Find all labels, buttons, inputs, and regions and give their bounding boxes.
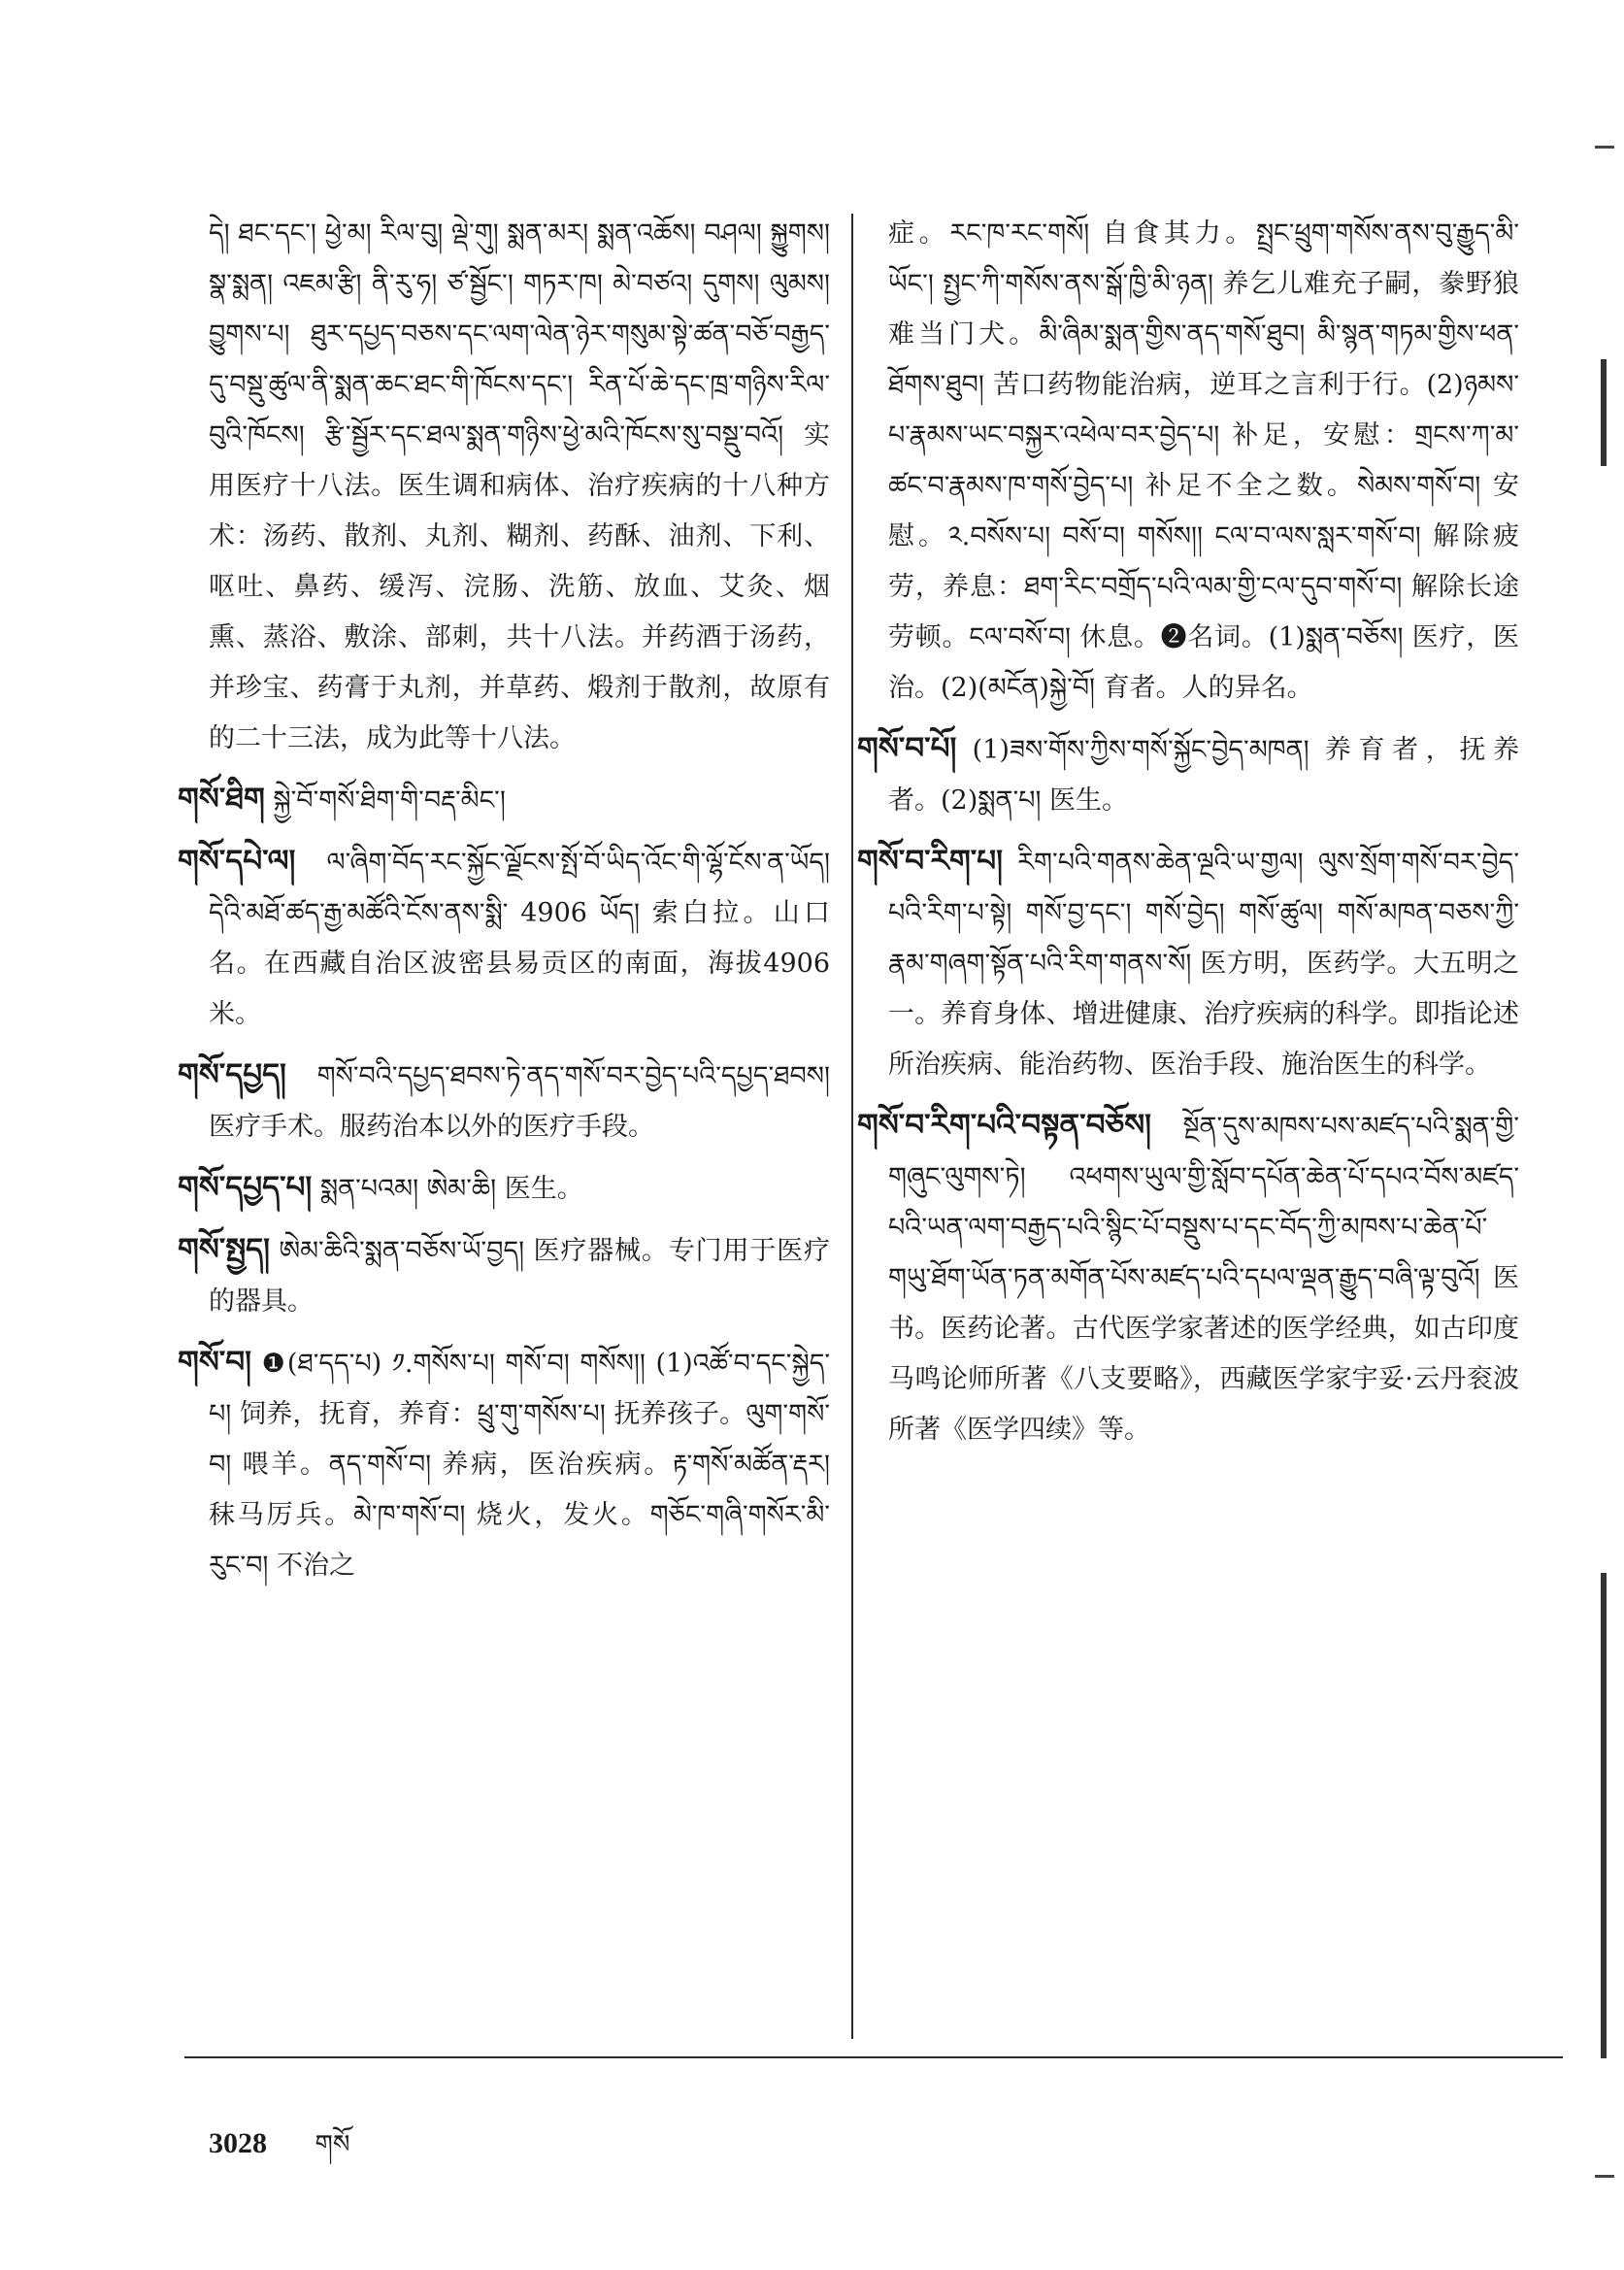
entry-headword: གསོ་བ།: [178, 1345, 252, 1380]
entry-text: རིག་པའི་གནས་ཆེན་ལྔའི་ཡ་གྱལ། ལུས་སྲོག་གསོ་བར་བྱེད་པའི་རིག་པ་སྟེ། གསོ་བྱ་དང་། གསོ་བྱེད། གསོ་ཚུལ། གསོ་མཁན་བཅས་ཀྱི་རྣམ་གཞག་སྟོན་པའི་རིག་གནས་སོ། 医方明，医药学。大五明之一。养育身体、增进健康、治疗疾病的科学。即指论述所治疾病、能治药物、医治手段、施治医生的科学。: [888, 848, 1519, 1080]
entry: [178, 1050, 830, 1152]
entry-text: ❶(ཐ་དད་པ) ༡.གསོས་པ། གསོ་བ། གསོས།། (1)འཚོ་བ་དང་སྐྱེད་པ། 饲养，抚育，养育：ཕྲུ་གུ་གསོས་པ། 抚养孩子。ལུག་གསོ་བ། 喂羊。ནད་གསོ་བ། 养病，医治疾病。རྟ་གསོ་མཚོན་རྡར། 秣马厉兵。མེ་ཁ་གསོ་བ། 烧火，发火。གཅོང་གཞི་གསོར་མི་རུང་བ། 不治之: [209, 1349, 830, 1581]
entry: [178, 1337, 830, 1591]
scan-edge-mark: [1601, 359, 1607, 466]
entry-headword: གསོ་བ་རིག་པའི་བསྟན་བཅོས།: [857, 1108, 1152, 1143]
entry-text: 症。རང་ཁ་རང་གསོ། 自食其力。སྤྲང་ཕྲུག་གསོས་ནས་བུ་རྒྱུད་མི་ཡོང་། སྤྱང་ཀི་གསོས་ནས་སྒོ་ཁྱི་མི་ཉན། 养乞儿难充子嗣，豢野狼难当门犬。མི་ཞིམ་སྨན་གྱིས་ནད་གསོ་ཐུབ། མི་སྙན་གཏམ་གྱིས་ཕན་ཐོགས་ཐུབ། 苦口药物能治病，逆耳之言利于行。(2)ཉམས་པ་རྣམས་ཡང་བསྐྱར་འཕེལ་བར་བྱེད་པ། 补足，安慰：གྲངས་ཀ་མ་ཚང་བ་རྣམས་ཁ་གསོ་བྱེད་པ། 补足不全之数。སེམས་གསོ་བ། 安慰。༢.བསོས་པ། བསོ་བ། གསོས།། ངལ་བ་ལས་སླར་གསོ་བ། 解除疲劳，养息：ཐག་རིང་བགྲོད་པའི་ལམ་གྱི་ངལ་དུབ་གསོ་བ། 解除长途劳顿。ངལ་བསོ་བ། 休息。❷名词。(1)སྨན་བཅོས། 医疗，医治。(2)(མངོན)སྐྱེ་བོ། 育者。人的异名。: [888, 218, 1519, 703]
entry-headword: གསོ་སྤྱད།: [178, 1232, 271, 1267]
entry: [178, 774, 830, 826]
page-number: 3028: [209, 2127, 267, 2159]
entry: [857, 1100, 1519, 1455]
entry-text: སྔོན་དུས་མཁས་པས་མཛད་པའི་སྨན་གྱི་གཞུང་ལུགས་ཏེ། འཕགས་ཡུལ་གྱི་སློབ་དཔོན་ཆེན་པོ་དཔའ་བོས་མཛད་པའི་ཡན་ལག་བརྒྱད་པའི་སྙིང་པོ་བསྡུས་པ་དང་བོད་ཀྱི་མཁས་པ་ཆེན་པོ་གཡུ་ཐོག་ཡོན་ཏན་མགོན་པོས་མཛད་པའི་དཔལ་ལྡན་རྒྱུད་བཞི་ལྟ་བུའོ། 医书。医药论著。古代医学家著述的医学经典，如古印度马鸣论师所著《八支要略》，西藏医学家宇妥·云丹衮波所著《医学四续》等。: [888, 1112, 1519, 1445]
right-column: [857, 209, 1519, 1465]
entry-headword: གསོ་དཔྱད།: [178, 1057, 286, 1092]
entry-text: གསོ་བའི་དཔྱད་ཐབས་ཏེ་ནད་གསོ་བར་བྱེད་པའི་དཔྱད་ཐབས། 医疗手术。服药治本以外的医疗手段。: [209, 1061, 830, 1142]
column-divider: [851, 214, 853, 2039]
entry-headword: གསོ་དཔྱད་པ།: [178, 1170, 313, 1205]
entry-text: སྨན་པའམ། ཨེམ་ཆི། 医生。: [319, 1174, 583, 1204]
running-head: གསོ: [315, 2130, 350, 2159]
entry-continuation: [209, 209, 830, 764]
entry-headword: གསོ་དཔེ་ལ།: [178, 844, 296, 879]
entry-headword: གསོ་བ་རིག་པ།: [857, 844, 1004, 879]
entry: [178, 1224, 830, 1327]
entry-text: དེ། ཐང་དང་། ཕྱེ་མ། རིལ་བུ། ལྡེ་གུ། སྨན་མར། སྨན་འཆོས། བཤལ། སྐྱུགས། སྣ་སྨན། འཇམ་རྩི། ནི་རུ་ཧ། ཙ་སྦྱོང་། གཏར་ཁ། མེ་བཙའ། དུགས། ལུམས། བྱུགས་པ། ཐུར་དཔྱད་བཅས་དང་ལག་ལེན་ཉེར་གསུམ་སྟེ་ཚན་བཅོ་བརྒྱད་དུ་བསྡུ་ཚུལ་ནི་སྨན་ཆང་ཐང་གི་ཁོངས་དང་། རིན་པོ་ཆེ་དང་ཁྲ་གཉིས་རིལ་བུའི་ཁོངས། རྩི་སྦྱོར་དང་ཐལ་སྨན་གཉིས་ཕྱེ་མའི་ཁོངས་སུ་བསྡུ་བའོ། 实用医疗十八法。医生调和病体、治疗疾病的十八种方术：汤药、散剂、丸剂、糊剂、药酥、油剂、下利、呕吐、鼻药、缓泻、浣肠、洗筋、放血、艾灸、烟熏、蒸浴、敷涂、部刺，共十八法。并药酒于汤药，并珍宝、药膏于丸剂，并草药、煅剂于散剂，故原有的二十三法，成为此等十八法。: [209, 218, 830, 753]
scan-edge-tick: [1595, 146, 1614, 149]
scan-edge-mark: [1601, 1573, 1607, 2058]
entry-text: (1)ཟས་གོས་ཀྱིས་གསོ་སྐྱོང་བྱེད་མཁན། 养育者，抚养者。(2)སྨན་པ། 医生。: [888, 735, 1519, 816]
entry: [178, 1162, 830, 1215]
entry-headword: གསོ་བ་པོ།: [857, 731, 957, 766]
entry-text: ལ་ཞིག་བོད་རང་སྐྱོང་ལྗོངས་སྤོ་བོ་ཡིད་འོང་གི་ལྷོ་ངོས་ན་ཡོད། དེའི་མཐོ་ཚད་རྒྱ་མཚོའི་ངོས་ནས་སྨི་ 4906 ཡོད། 索白拉。山口名。在西藏自治区波密县易贡区的南面，海拔4906米。: [209, 848, 830, 1029]
entry-text: ཨེམ་ཆིའི་སྨན་བཅོས་ཡོ་བྱད། 医疗器械。专门用于医疗的器具。: [209, 1236, 830, 1317]
entry: [178, 836, 830, 1040]
footer-rule: [184, 2056, 1563, 2058]
page-footer: [209, 2117, 349, 2187]
left-column: [178, 209, 830, 1601]
entry: [857, 836, 1519, 1090]
entry: [857, 723, 1519, 826]
entry-continuation: [888, 209, 1519, 714]
scan-edge-tick: [1595, 2175, 1614, 2178]
entry-headword: གསོ་ཐིག: [178, 782, 265, 817]
entry-text: སྐྱེ་བོ་གསོ་ཐིག་གི་བརྡ་མིང་།: [273, 785, 506, 816]
